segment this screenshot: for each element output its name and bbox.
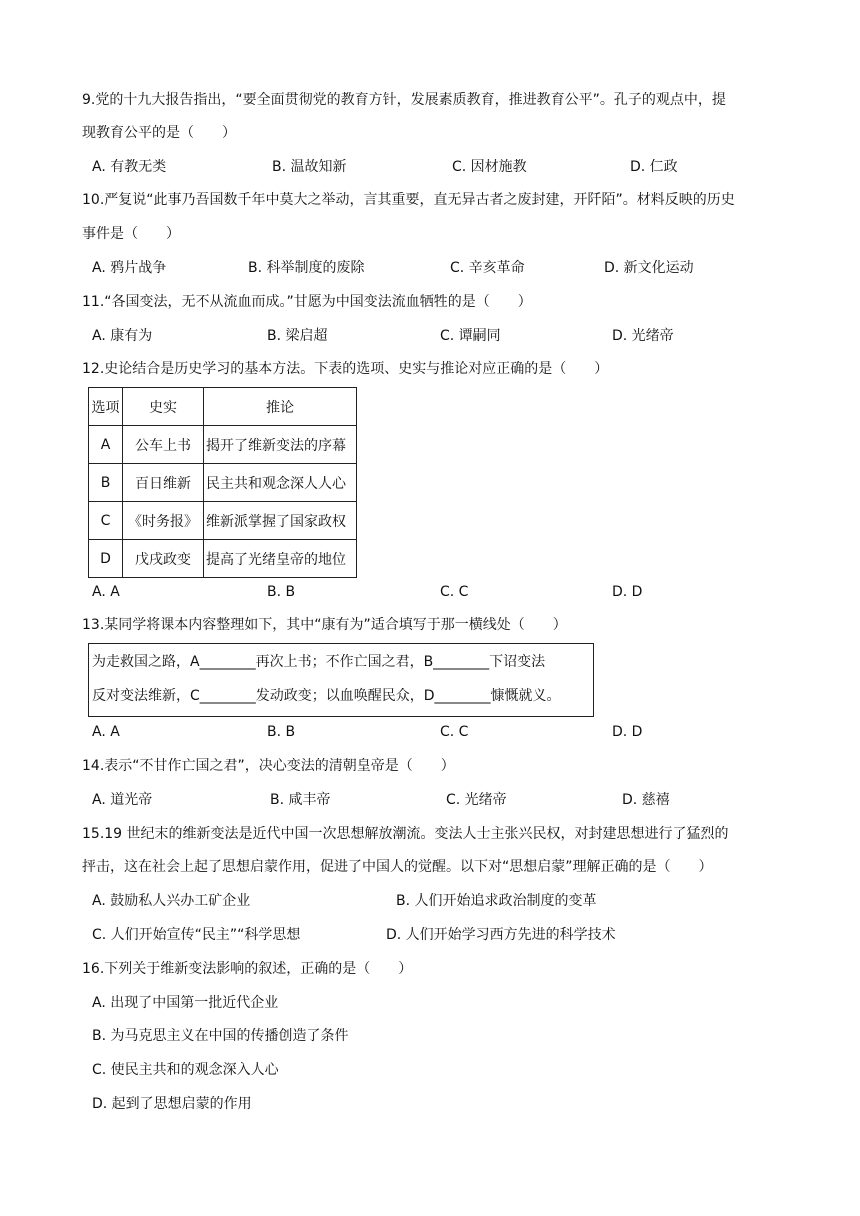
table-header-cell: 史实: [123, 388, 204, 426]
q13-fill-box: [88, 643, 594, 717]
table-row: [89, 502, 357, 540]
q12-option-a[interactable]: A. A: [92, 584, 120, 600]
q11-option-b[interactable]: B. 梁启超: [267, 328, 328, 344]
q13-option-c[interactable]: C. C: [440, 724, 469, 740]
q10-option-a[interactable]: A. 鸦片战争: [92, 260, 167, 276]
table-cell: 《时务报》: [123, 502, 204, 540]
table-cell: B: [89, 464, 123, 502]
q10-option-c[interactable]: C. 辛亥革命: [450, 260, 525, 276]
q11-option-c[interactable]: C. 谭嗣同: [440, 328, 501, 344]
table-cell: 提高了光绪皇帝的地位: [204, 540, 357, 578]
table-cell: C: [89, 502, 123, 540]
q13-option-d[interactable]: D. D: [612, 724, 643, 740]
q13-box-line1: 为走救国之路，A________再次上书；不作亡国之君，B________下诏变法: [92, 654, 546, 670]
q13-option-a[interactable]: A. A: [92, 724, 120, 740]
table-cell: 百日维新: [123, 464, 204, 502]
table-row: [89, 464, 357, 502]
history-table: [88, 387, 357, 578]
q14-stem-line1: 14.表示“不甘作亡国之君”，决心变法的清朝皇帝是（ ）: [82, 758, 455, 774]
table-header-cell: 选项: [89, 388, 123, 426]
q9-stem-line2: 现教育公平的是（ ）: [82, 125, 236, 141]
q13-stem-line1: 13.某同学将课本内容整理如下，其中“康有为”适合填写于那一横线处（ ）: [82, 617, 567, 633]
q11-option-a[interactable]: A. 康有为: [92, 328, 153, 344]
q15-option-b[interactable]: B. 人们开始追求政治制度的变革: [396, 893, 597, 909]
q11-option-d[interactable]: D. 光绪帝: [612, 328, 674, 344]
q9-option-b[interactable]: B. 温故知新: [272, 159, 347, 175]
table-cell: 戊戌政变: [123, 540, 204, 578]
q10-option-b[interactable]: B. 科举制度的废除: [248, 260, 365, 276]
q14-option-d[interactable]: D. 慈禧: [622, 792, 670, 808]
q15-option-a[interactable]: A. 鼓励私人兴办工矿企业: [92, 893, 251, 909]
q11-stem-line1: 11.“各国变法，无不从流血而成。”甘愿为中国变法流血牺牲的是（ ）: [82, 294, 532, 310]
q16-stem-line1: 16.下列关于维新变法影响的叙述，正确的是（ ）: [82, 961, 413, 977]
q16-option-c[interactable]: C. 使民主共和的观念深入人心: [92, 1062, 279, 1078]
table-header-row: [89, 388, 357, 426]
q14-option-a[interactable]: A. 道光帝: [92, 792, 153, 808]
table-cell: 维新派掌握了国家政权: [204, 502, 357, 540]
q12-option-d[interactable]: D. D: [612, 584, 643, 600]
q14-option-c[interactable]: C. 光绪帝: [446, 792, 507, 808]
q9-option-d[interactable]: D. 仁政: [630, 159, 678, 175]
q13-box-line2: 反对变法维新，C________发动政变；以血唤醒民众，D________慷慨就义。: [92, 688, 561, 704]
q16-option-a[interactable]: A. 出现了中国第一批近代企业: [92, 995, 279, 1011]
q15-option-c[interactable]: C. 人们开始宣传“民主”“科学思想: [92, 927, 301, 943]
q15-stem-line2: 抨击，这在社会上起了思想启蒙作用，促进了中国人的觉醒。以下对“思想启蒙”理解正确的是（ ）: [82, 859, 713, 875]
q9-stem-line1: 9.党的十九大报告指出，“要全面贯彻党的教育方针，发展素质教育，推进教育公平”。孔子的观点中，提: [82, 92, 726, 108]
table-cell: A: [89, 426, 123, 464]
table-cell: 民主共和观念深人人心: [204, 464, 357, 502]
q16-option-d[interactable]: D. 起到了思想启蒙的作用: [92, 1096, 252, 1112]
q12-option-b[interactable]: B. B: [267, 584, 296, 600]
q9-option-c[interactable]: C. 因材施教: [452, 159, 527, 175]
q10-option-d[interactable]: D. 新文化运动: [604, 260, 694, 276]
table-cell: D: [89, 540, 123, 578]
q10-stem-line2: 事件是（ ）: [82, 226, 180, 242]
q12-option-c[interactable]: C. C: [440, 584, 469, 600]
q9-option-a[interactable]: A. 有教无类: [92, 159, 167, 175]
q16-option-b[interactable]: B. 为马克思主义在中国的传播创造了条件: [92, 1028, 349, 1044]
q14-option-b[interactable]: B. 咸丰帝: [270, 792, 331, 808]
table-header-cell: 推论: [204, 388, 357, 426]
q15-stem-line1: 15.19 世纪末的维新变法是近代中国一次思想解放潮流。变法人士主张兴民权，对封建思想进行了猛烈的: [82, 826, 729, 842]
table-cell: 公车上书: [123, 426, 204, 464]
table-cell: 揭开了维新变法的序幕: [204, 426, 357, 464]
q13-option-b[interactable]: B. B: [267, 724, 296, 740]
table-row: [89, 426, 357, 464]
q10-stem-line1: 10.严复说“此事乃吾国数千年中莫大之举动，言其重要，直无异古者之废封建，开阡陌”。材料反映的历史: [82, 192, 735, 208]
q12-stem-line1: 12.史论结合是历史学习的基本方法。下表的选项、史实与推论对应正确的是（ ）: [82, 361, 609, 377]
table-row: [89, 540, 357, 578]
q15-option-d[interactable]: D. 人们开始学习西方先进的科学技术: [386, 927, 616, 943]
